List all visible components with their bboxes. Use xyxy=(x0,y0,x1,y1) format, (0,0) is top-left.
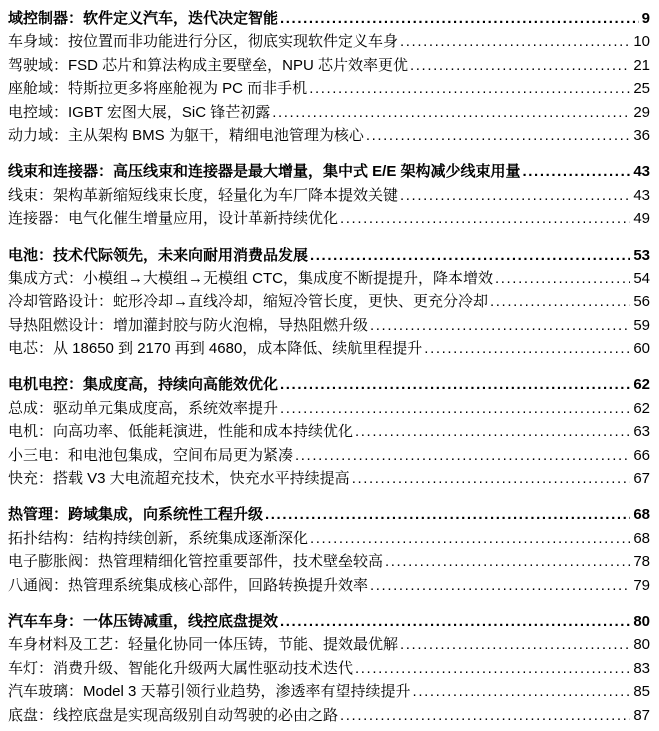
toc-section-entry[interactable] xyxy=(8,373,650,396)
toc-entry-title: 电子膨胀阀：热管理精细化管控重要部件，技术壁垒较高 xyxy=(8,553,384,571)
toc-entry-title: 快充：搭载 V3 大电流超充技术，快充水平持续提高 xyxy=(8,470,350,488)
toc-entry-title: 集成方式：小模组→大模组→无模组 CTC，集成度不断提提升，降本增效 xyxy=(8,269,493,287)
toc-entry-title: 车身域：按位置而非功能进行分区，彻底实现软件定义车身 xyxy=(8,33,399,51)
toc-section-entry[interactable] xyxy=(8,244,650,267)
toc-dot-leader xyxy=(263,503,630,526)
toc-entry-page: 43 xyxy=(633,163,650,181)
toc-entry-title: 电芯：从 18650 到 2170 再到 4680，成本降低、续航里程提升 xyxy=(8,340,423,358)
toc-entry-title: 拓扑结构：结构持续创新，系统集成逐渐深化 xyxy=(8,529,309,547)
toc-dot-leader xyxy=(278,610,630,633)
toc-item-entry[interactable] xyxy=(8,574,650,597)
toc-entry-page: 79 xyxy=(633,576,650,594)
toc-item-entry[interactable] xyxy=(8,527,650,550)
toc-entry-page: 80 xyxy=(633,612,650,630)
toc-entry-title: 八通阀：热管理系统集成核心部件，回路转换提升效率 xyxy=(8,576,369,594)
toc-item-entry[interactable] xyxy=(8,314,650,337)
toc-entry-page: 54 xyxy=(633,269,650,287)
toc-entry-page: 63 xyxy=(633,423,650,441)
toc-dot-leader xyxy=(308,244,630,267)
toc-dot-leader xyxy=(368,574,630,597)
toc-entry-page: 85 xyxy=(633,683,650,701)
toc-dot-leader xyxy=(293,444,630,467)
toc-dot-leader xyxy=(307,77,630,100)
toc-entry-page: 21 xyxy=(633,56,650,74)
toc-dot-leader xyxy=(398,30,630,53)
toc-item-entry[interactable] xyxy=(8,420,650,443)
toc-entry-title: 动力域：主从架构 BMS 为躯干，精细电池管理为核心 xyxy=(8,126,364,144)
toc-item-entry[interactable] xyxy=(8,704,650,727)
toc-dot-leader xyxy=(364,124,630,147)
toc-entry-page: 53 xyxy=(633,246,650,264)
toc-entry-title: 线束：架构革新缩短线束长度，轻量化为车厂降本提效关键 xyxy=(8,186,399,204)
toc-entry-title: 电池：技术代际领先，未来向耐用消费品发展 xyxy=(8,246,309,264)
toc-entry-title: 驾驶域：FSD 芯片和算法构成主要壁垒，NPU 芯片效率更优 xyxy=(8,56,409,74)
toc-dot-leader xyxy=(270,101,630,124)
toc-dot-leader xyxy=(411,680,631,703)
toc-entry-page: 67 xyxy=(633,470,650,488)
toc-item-entry[interactable] xyxy=(8,54,650,77)
toc-entry-title: 电机电控：集成度高，持续向高能效优化 xyxy=(8,376,279,394)
toc-dot-leader xyxy=(338,704,630,727)
toc-entry-title: 电机：向高功率、低能耗演进，性能和成本持续优化 xyxy=(8,423,354,441)
toc-dot-leader xyxy=(308,527,630,550)
toc-entry-title: 汽车玻璃：Model 3 天幕引领行业趋势，渗透率有望持续提升 xyxy=(8,683,411,701)
toc-item-entry[interactable] xyxy=(8,290,650,313)
toc-item-entry[interactable] xyxy=(8,77,650,100)
toc-entry-page: 56 xyxy=(633,293,650,311)
toc-entry-page: 83 xyxy=(633,659,650,677)
toc-entry-title: 线束和连接器：高压线束和连接器是最大增量，集中式 E/E 架构减少线束用量 xyxy=(8,163,521,181)
toc-entry-title: 汽车车身：一体压铸减重，线控底盘提效 xyxy=(8,612,279,630)
toc-item-entry[interactable] xyxy=(8,184,650,207)
toc-section-entry[interactable] xyxy=(8,610,650,633)
toc-entry-page: 87 xyxy=(633,706,650,724)
toc-entry-page: 9 xyxy=(641,10,650,27)
toc-item-entry[interactable] xyxy=(8,397,650,420)
toc-section-entry[interactable] xyxy=(8,503,650,526)
toc-entry-page: 49 xyxy=(633,210,650,228)
toc-entry-page: 25 xyxy=(633,80,650,98)
toc-entry-title: 导热阻燃设计：增加灌封胶与防火泡棉，导热阻燃升级 xyxy=(8,316,369,334)
toc-item-entry[interactable] xyxy=(8,467,650,490)
toc-dot-leader xyxy=(422,337,630,360)
toc-entry-page: 36 xyxy=(633,126,650,144)
toc-dot-leader xyxy=(278,373,630,396)
toc-section-entry[interactable] xyxy=(8,160,650,183)
toc-item-entry[interactable] xyxy=(8,124,650,147)
toc-item-entry[interactable] xyxy=(8,444,650,467)
toc-dot-leader xyxy=(350,467,631,490)
toc-item-entry[interactable] xyxy=(8,550,650,573)
toc-entry-title: 底盘：线控底盘是实现高级别自动驾驶的必由之路 xyxy=(8,706,339,724)
toc-item-entry[interactable] xyxy=(8,101,650,124)
toc-dot-leader xyxy=(521,160,631,183)
toc-dot-leader xyxy=(278,397,630,420)
toc-item-entry[interactable] xyxy=(8,337,650,360)
toc-entry-page: 59 xyxy=(633,316,650,334)
toc-dot-leader xyxy=(408,54,630,77)
toc-entry-page: 43 xyxy=(633,186,650,204)
toc-entry-title: 座舱域：特斯拉更多将座舱视为 PC 而非手机 xyxy=(8,80,308,98)
toc-dot-leader xyxy=(493,267,630,290)
toc-entry-page: 29 xyxy=(633,103,650,121)
toc-entry-page: 68 xyxy=(633,506,650,524)
toc-item-entry[interactable] xyxy=(8,30,650,53)
toc-entry-title: 小三电：和电池包集成，空间布局更为紧凑 xyxy=(8,446,294,464)
toc-item-entry[interactable] xyxy=(8,207,650,230)
toc-entry-page: 66 xyxy=(633,446,650,464)
toc-dot-leader xyxy=(398,184,630,207)
toc-entry-title: 车灯：消费升级、智能化升级两大属性驱动技术迭代 xyxy=(8,659,354,677)
toc-dot-leader xyxy=(488,290,630,313)
toc-dot-leader xyxy=(368,314,630,337)
toc-entry-page: 80 xyxy=(633,636,650,654)
toc-dot-leader xyxy=(353,657,630,680)
toc-entry-page: 68 xyxy=(633,529,650,547)
toc-dot-leader xyxy=(338,207,630,230)
toc-entry-title: 冷却管路设计：蛇形冷却→直线冷却，缩短冷管长度，更快、更充分冷却 xyxy=(8,293,489,311)
toc-dot-leader xyxy=(398,633,630,656)
toc-item-entry[interactable] xyxy=(8,633,650,656)
toc-item-entry[interactable] xyxy=(8,680,650,703)
toc-entry-page: 62 xyxy=(633,399,650,417)
toc-entry-page: 10 xyxy=(633,33,650,51)
toc-entry-page: 78 xyxy=(633,553,650,571)
toc-dot-leader xyxy=(383,550,630,573)
toc-entry-title: 连接器：电气化催生增量应用，设计革新持续优化 xyxy=(8,210,339,228)
toc-item-entry[interactable] xyxy=(8,657,650,680)
toc-entry-title: 电控域：IGBT 宏图大展，SiC 锋芒初露 xyxy=(8,103,271,121)
toc-item-entry[interactable] xyxy=(8,267,650,290)
toc-entry-title: 总成：驱动单元集成度高，系统效率提升 xyxy=(8,399,279,417)
toc-entry-page: 62 xyxy=(633,376,650,394)
toc-entry-title: 热管理：跨域集成，向系统性工程升级 xyxy=(8,506,264,524)
toc-dot-leader xyxy=(278,7,639,30)
toc-entry-title: 车身材料及工艺：轻量化协同一体压铸，节能、提效最优解 xyxy=(8,636,399,654)
toc-entry-page: 60 xyxy=(633,340,650,358)
toc-dot-leader xyxy=(353,420,630,443)
toc-entry-title: 域控制器：软件定义汽车，迭代决定智能 xyxy=(8,10,279,27)
toc-section-entry[interactable] xyxy=(8,7,650,30)
